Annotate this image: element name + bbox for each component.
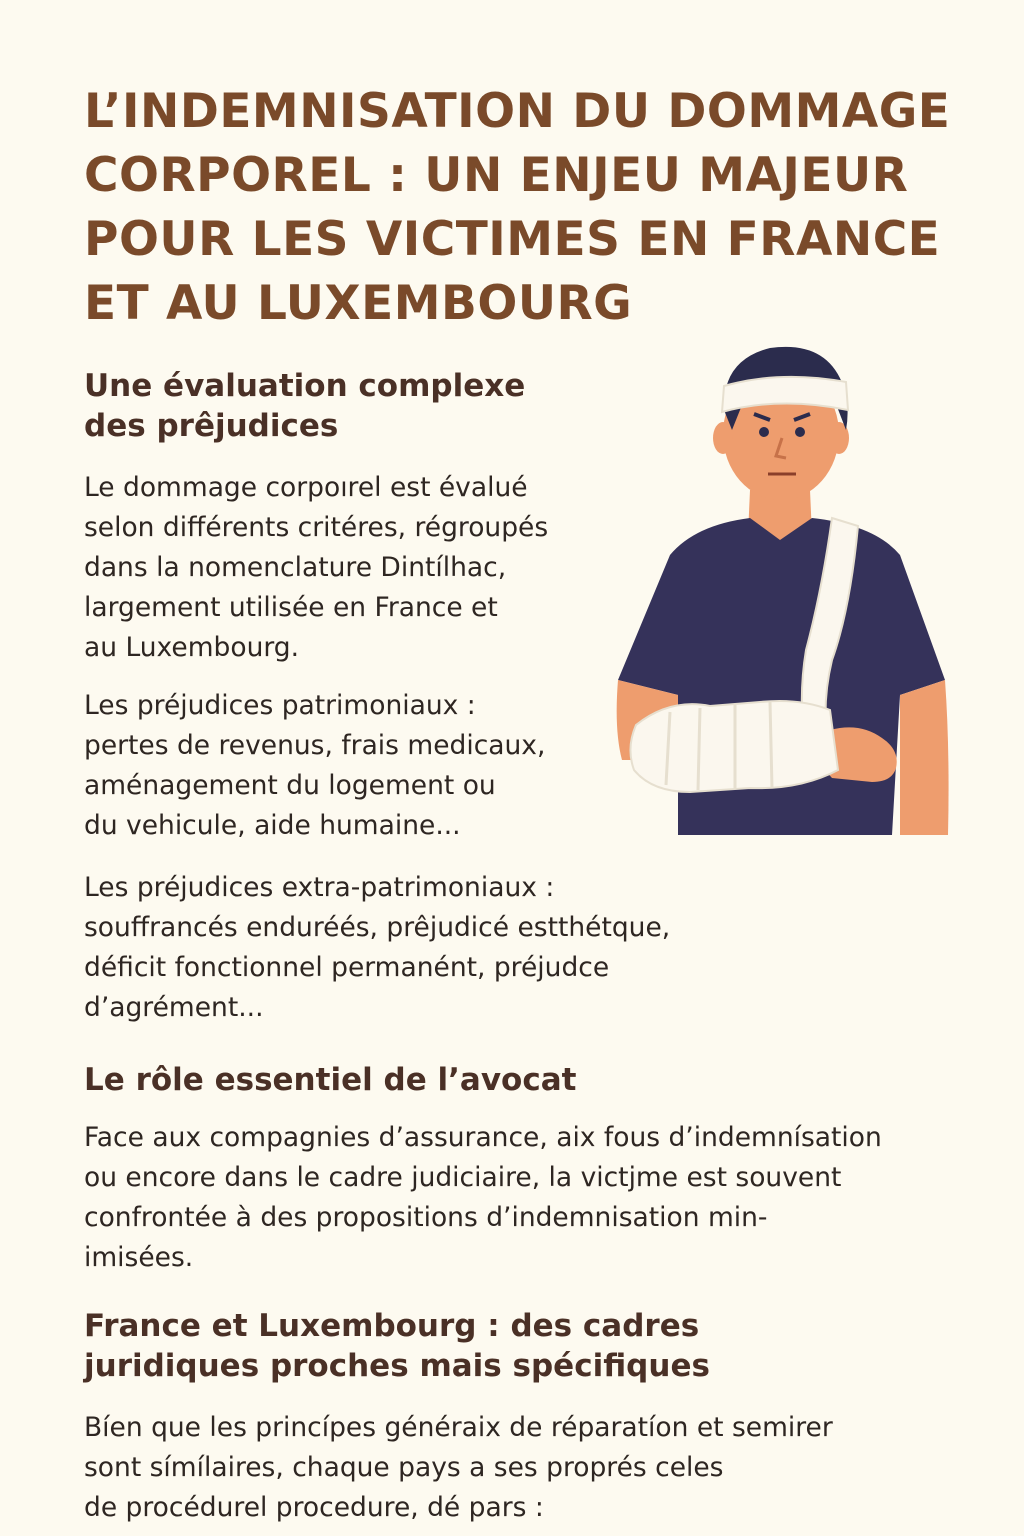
text-line: Les préjudices patrimoniaux : xyxy=(84,690,476,721)
text-line: sont símílaires, chaque pays a ses proprés celes xyxy=(84,1452,724,1483)
title-line: L’INDEMNISATION DU DOMMAGE xyxy=(84,84,951,139)
text-line: imisées. xyxy=(84,1242,194,1273)
right-arm xyxy=(900,680,949,835)
text-line: dans la nomenclature Dintílhac, xyxy=(84,552,507,583)
text-line: Face aux compagnies d’assurance, aix fous d’indemnísation xyxy=(84,1122,882,1153)
paragraph-extra-patrimoniaux xyxy=(84,868,670,1028)
title-line: POUR LES VICTIMES EN FRANCE xyxy=(84,212,941,267)
heading-line: Le rôle essentiel de l’avocat xyxy=(84,1062,577,1098)
text-line: Bíen que les princípes généraix de réparatíon et semirer xyxy=(84,1412,833,1443)
injured-man-illustration xyxy=(600,330,960,840)
text-line: déficit fonctionnel permanént, préjudce xyxy=(84,952,610,983)
section-heading-avocat xyxy=(84,1060,576,1100)
heading-line: des prêjudices xyxy=(84,408,339,444)
section-heading-cadres xyxy=(84,1306,710,1386)
heading-line: France et Luxembourg : des cadres xyxy=(84,1308,700,1344)
text-line: selon différents critéres, régroupés xyxy=(84,512,549,543)
text-line: aménagement du logement ou xyxy=(84,770,496,801)
page-title xyxy=(84,80,984,336)
text-line: du vehicule, aide humaine... xyxy=(84,810,461,841)
text-line: ou encore dans le cadre judiciaire, la victjme est souvent xyxy=(84,1162,842,1193)
section-heading-evaluation xyxy=(84,366,525,446)
paragraph-nomenclature xyxy=(84,468,548,668)
text-line: Les préjudices extra-patrimoniaux : xyxy=(84,872,555,903)
text-line: largement utilisée en France et xyxy=(84,592,498,623)
heading-line: Une évaluation complexe xyxy=(84,368,526,404)
paragraph-cadres xyxy=(84,1408,833,1528)
text-line: de procédurel procedure, dé pars : xyxy=(84,1492,544,1523)
title-line: ET AU LUXEMBOURG xyxy=(84,276,633,331)
text-line: pertes de revenus, frais medicaux, xyxy=(84,730,546,761)
heading-line: juridiques proches mais spécifiques xyxy=(84,1348,710,1384)
text-line: au Luxembourg. xyxy=(84,632,300,663)
text-line: Le dommage corpoırel est évalué xyxy=(84,472,528,503)
text-line: confrontée à des propositions d’indemnisation min- xyxy=(84,1202,768,1233)
text-line: souffrancés enduréés, prêjudicé estthétque, xyxy=(84,912,671,943)
paragraph-patrimoniaux xyxy=(84,686,545,846)
paragraph-avocat xyxy=(84,1118,882,1278)
text-line: d’agrément... xyxy=(84,992,264,1023)
title-line: CORPOREL : UN ENJEU MAJEUR xyxy=(84,148,909,203)
